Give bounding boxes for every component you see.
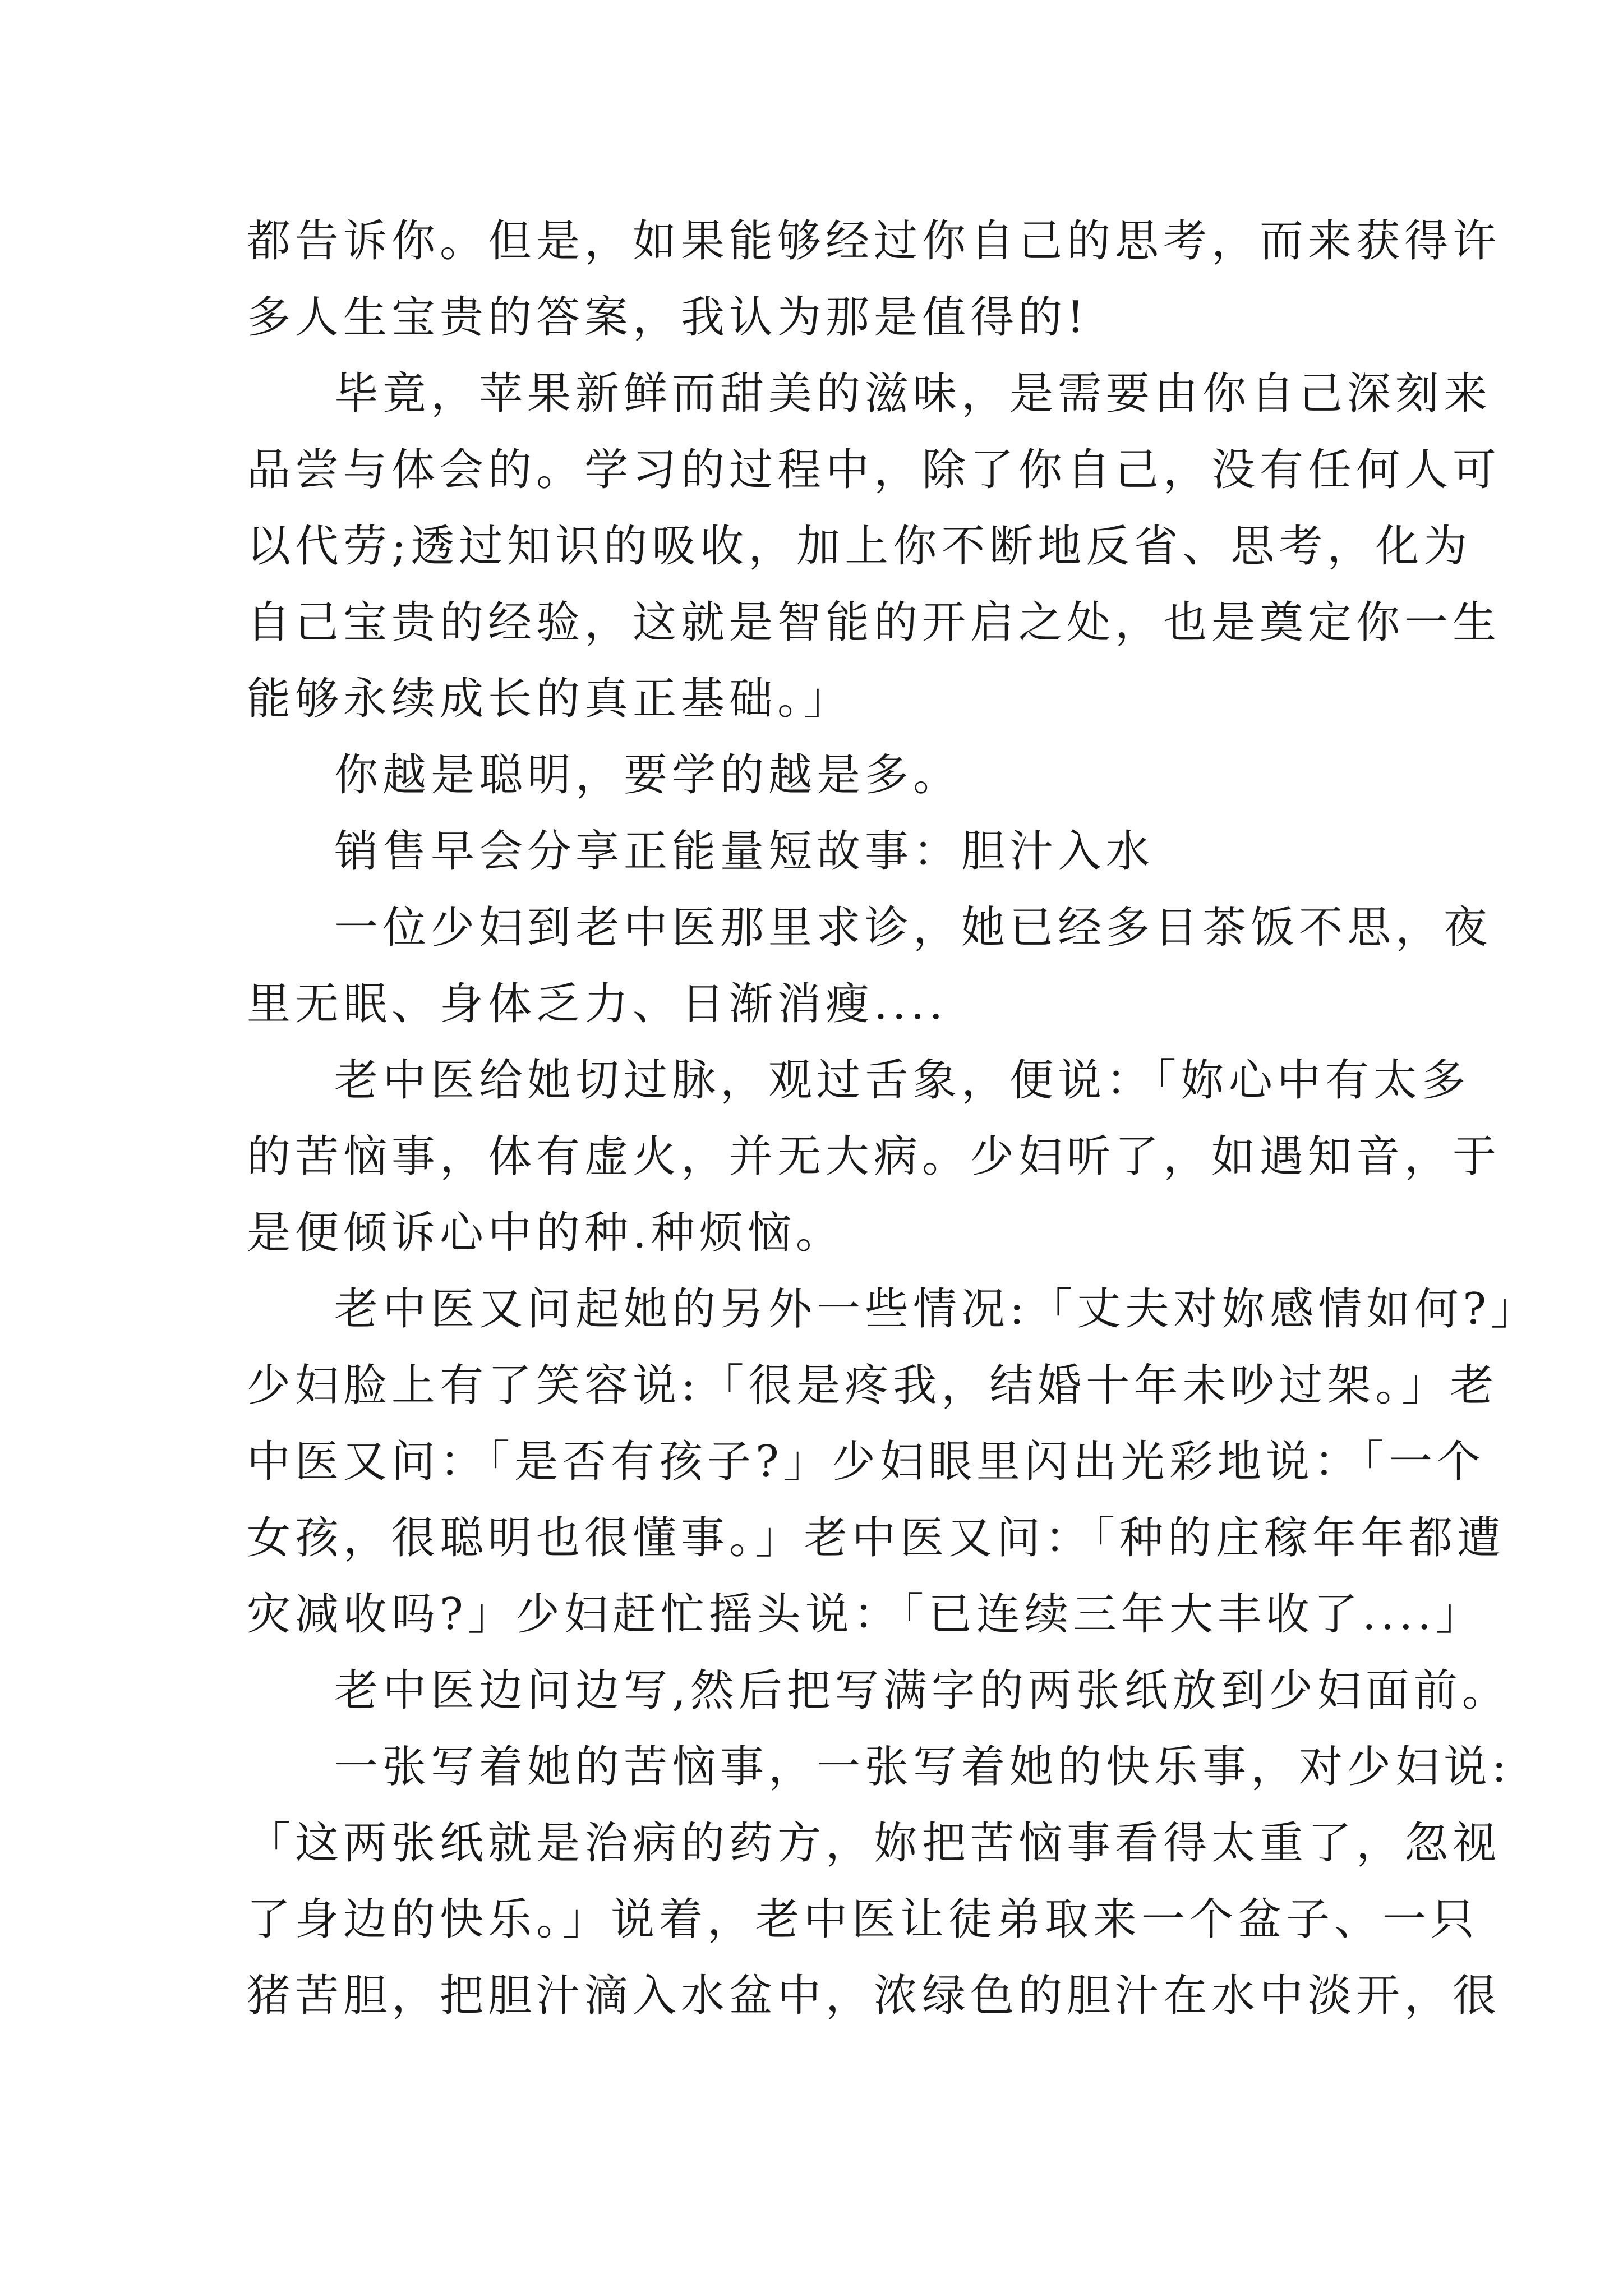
document-body: [247, 203, 1539, 2034]
text-line: 老中医给她切过脉，观过舌象，便说：「妳心中有太多: [334, 1055, 1470, 1106]
text-line: 少妇脸上有了笑容说:「很是疼我，结婚十年未吵过架。」老: [247, 1360, 1498, 1411]
text-line: 毕竟，苹果新鲜而甜美的滋味，是需要由你自己深刻来: [334, 369, 1492, 419]
section-title: 销售早会分享正能量短故事：胆汁入水: [334, 826, 1155, 877]
text-line: 都告诉你。但是，如果能够经过你自己的思考，而来获得许: [247, 216, 1501, 266]
text-line: 猪苦胆，把胆汁滴入水盆中，浓绿色的胆汁在水中淡开，很: [247, 1971, 1501, 2021]
text-line: 老中医又问起她的另外一些情况:「丈夫对妳感情如何?」: [334, 1284, 1539, 1335]
text-line: 「这两张纸就是治病的药方，妳把苦恼事看得太重了，忽视: [247, 1818, 1501, 1869]
text-line: 一位少妇到老中医那里求诊，她已经多日茶饭不思，夜: [334, 903, 1492, 953]
text-line: 了身边的快乐。」说着，老中医让徒弟取来一个盆子、一只: [247, 1894, 1479, 1945]
text-line: 老中医边问边写,然后把写满字的两张纸放到少妇面前。: [334, 1665, 1510, 1716]
text-line: 的苦恼事，体有虚火，并无大病。少妇听了，如遇知音，于: [247, 1131, 1501, 1182]
text-line: 以代劳;透过知识的吸收，加上你不断地反省、思考，化为: [247, 521, 1472, 572]
text-line: 你越是聪明，要学的越是多。: [334, 750, 962, 800]
text-line: 能够永续成长的真正基础。」: [247, 674, 852, 724]
text-line: 一张写着她的苦恼事，一张写着她的快乐事，对少妇说:: [334, 1742, 1511, 1792]
text-line: 女孩，很聪明也很懂事。」老中医又问：「种的庄稼年年都遭: [247, 1513, 1506, 1563]
text-line: 多人生宝贵的答案，我认为那是值得的!: [247, 292, 1089, 343]
text-line: 灾减收吗?」少妇赶忙摇头说：「已连续三年大丰收了....」: [247, 1589, 1484, 1640]
text-line: 是便倾诉心中的种.种烦恼。: [247, 1208, 844, 1258]
text-line: 中医又问：「是否有孩子?」少妇眼里闪出光彩地说：「一个: [247, 1437, 1485, 1487]
text-line: 自己宝贵的经验，这就是智能的开启之处，也是奠定你一生: [247, 597, 1501, 648]
text-line: 品尝与体会的。学习的过程中，除了你自己，没有任何人可: [247, 445, 1501, 495]
text-line: 里无眠、身体乏力、日渐消瘦....: [247, 979, 948, 1029]
